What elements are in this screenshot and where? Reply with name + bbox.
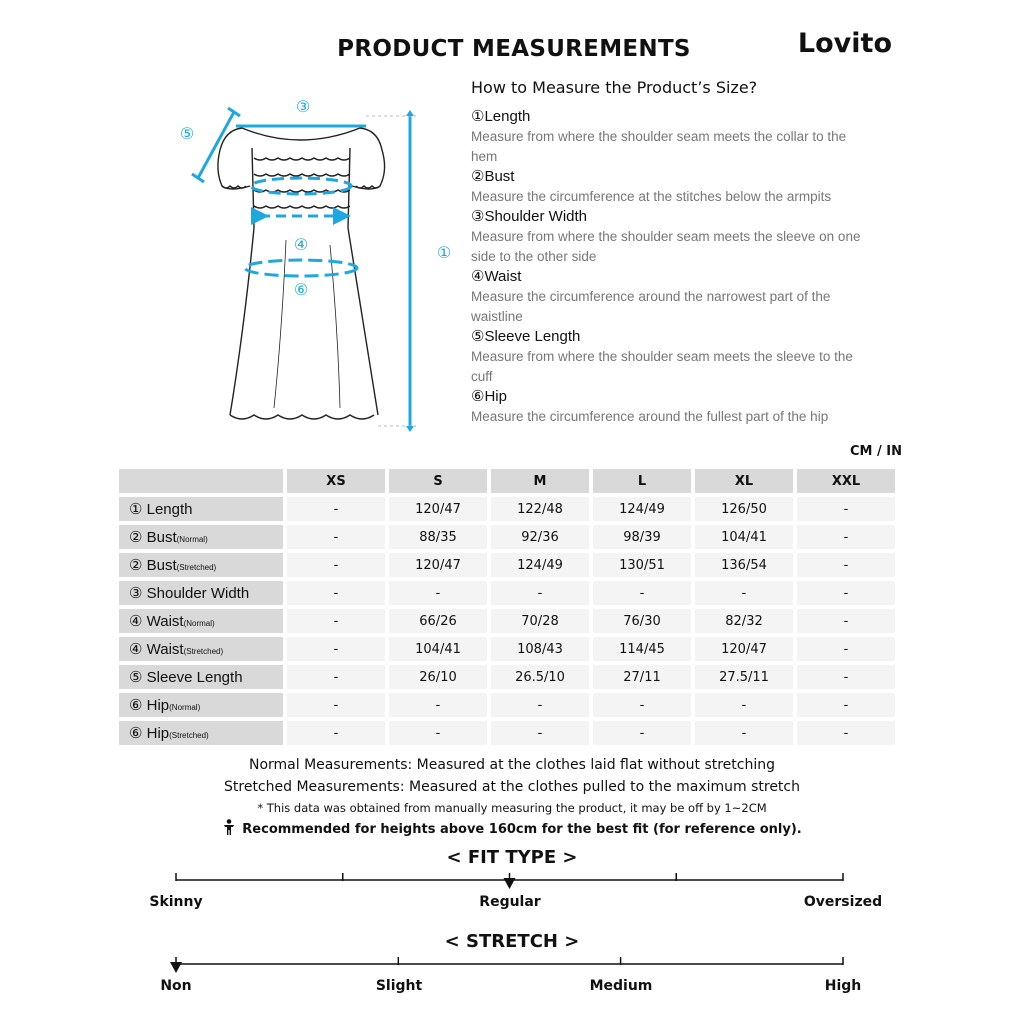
table-cell: -	[389, 721, 487, 745]
note-disclaimer: * This data was obtained from manually measuring the product, it may be off by 1~2CM	[257, 801, 767, 815]
table-cell: 88/35	[389, 525, 487, 549]
size-header-m: M	[491, 469, 589, 493]
table-cell: 108/43	[491, 637, 589, 661]
row-number: ③	[129, 585, 143, 602]
table-row	[119, 637, 895, 661]
table-row	[119, 497, 895, 521]
marker-5: ⑤	[179, 124, 195, 143]
row-label	[119, 581, 283, 605]
instruction-heading: ②Bust	[471, 168, 515, 185]
table-cell: -	[287, 609, 385, 633]
table-cell: 130/51	[593, 553, 691, 577]
table-cell: 124/49	[491, 553, 589, 577]
table-cell: -	[287, 665, 385, 689]
table-row	[119, 609, 895, 633]
table-cell: -	[287, 553, 385, 577]
instruction-description: Measure from where the shoulder seam meets the sleeve on one side to the other side	[471, 229, 861, 264]
instruction-description: Measure the circumference around the narrowest part of the waistline	[471, 289, 831, 324]
table-row	[119, 693, 895, 717]
instruction-heading: ①Length	[471, 108, 531, 125]
instruction-item	[471, 207, 871, 267]
table-cell: 27.5/11	[695, 665, 793, 689]
instruction-item	[471, 327, 871, 387]
row-label	[119, 609, 283, 633]
recommend-text: Recommended for heights above 160cm for the best fit (for reference only).	[242, 822, 802, 837]
table-cell: -	[287, 721, 385, 745]
size-table	[115, 465, 899, 749]
table-cell: -	[491, 581, 589, 605]
row-number: ②	[129, 557, 143, 574]
table-row	[119, 553, 895, 577]
table-cell: -	[389, 581, 487, 605]
row-number: ⑥	[129, 725, 143, 742]
table-cell: -	[797, 637, 895, 661]
row-label-text: Length	[146, 501, 193, 518]
instruction-heading: ⑥Hip	[471, 388, 507, 405]
stretch-title: < STRETCH >	[444, 931, 580, 952]
row-label-text: Waist	[146, 641, 184, 658]
row-number: ⑤	[129, 669, 143, 686]
table-cell: -	[593, 693, 691, 717]
table-cell: -	[797, 525, 895, 549]
instruction-heading: ③Shoulder Width	[471, 208, 588, 225]
table-cell: 104/41	[695, 525, 793, 549]
row-label-qualifier: (Normal)	[169, 703, 201, 712]
table-cell: -	[695, 581, 793, 605]
row-label-text: Sleeve Length	[146, 669, 243, 686]
row-number: ①	[129, 501, 143, 518]
instruction-description: Measure from where the shoulder seam meets the sleeve to the cuff	[471, 349, 853, 384]
row-label-qualifier: (Stretched)	[169, 731, 209, 740]
fit_type-selected-marker	[504, 878, 516, 889]
person-icon	[222, 819, 236, 836]
table-cell: 70/28	[491, 609, 589, 633]
table-cell: -	[287, 497, 385, 521]
instruction-item	[471, 167, 871, 207]
stretch-label-slight: Slight	[375, 978, 423, 994]
size-header-l: L	[593, 469, 691, 493]
unit-label: CM / IN	[850, 444, 902, 459]
table-cell: 120/47	[695, 637, 793, 661]
note-stretched: Stretched Measurements: Measured at the clothes pulled to the maximum stretch	[224, 779, 800, 795]
header-corner	[119, 469, 283, 493]
note-normal: Normal Measurements: Measured at the clothes laid flat without stretching	[249, 757, 775, 773]
row-label	[119, 553, 283, 577]
table-cell: 26/10	[389, 665, 487, 689]
table-cell: 26.5/10	[491, 665, 589, 689]
instruction-item	[471, 267, 871, 327]
table-cell: -	[797, 609, 895, 633]
table-cell: 126/50	[695, 497, 793, 521]
row-label	[119, 693, 283, 717]
table-cell: 27/11	[593, 665, 691, 689]
fit-type-title: < FIT TYPE >	[446, 847, 578, 868]
table-cell: 92/36	[491, 525, 589, 549]
size-header-xxl: XXL	[797, 469, 895, 493]
row-label-text: Bust	[146, 557, 177, 574]
row-number: ②	[129, 529, 143, 546]
table-cell: -	[491, 721, 589, 745]
table-cell: -	[287, 525, 385, 549]
fit_type-label-oversized: Oversized	[803, 894, 883, 910]
notes	[0, 754, 1024, 842]
instruction-description: Measure the circumference at the stitches below the armpits	[471, 189, 832, 204]
marker-3: ③	[295, 97, 311, 116]
table-cell: -	[797, 721, 895, 745]
stretch-label-medium: Medium	[589, 978, 653, 994]
table-cell: 82/32	[695, 609, 793, 633]
table-cell: 76/30	[593, 609, 691, 633]
row-number: ④	[129, 641, 143, 658]
measurement-instructions	[471, 107, 871, 427]
instruction-description: Measure the circumference around the fullest part of the hip	[471, 409, 829, 424]
size-header-row	[119, 469, 895, 493]
size-header-s: S	[389, 469, 487, 493]
stretch-selected-marker	[170, 962, 182, 973]
row-label-qualifier: (Normal)	[176, 535, 208, 544]
row-label-qualifier: (Normal)	[183, 619, 215, 628]
table-cell: -	[797, 693, 895, 717]
table-cell: 66/26	[389, 609, 487, 633]
row-label	[119, 497, 283, 521]
instruction-heading: ⑤Sleeve Length	[471, 328, 581, 345]
row-label-text: Waist	[146, 613, 184, 630]
table-cell: -	[593, 581, 691, 605]
table-cell: 124/49	[593, 497, 691, 521]
table-cell: -	[797, 665, 895, 689]
table-cell: 136/54	[695, 553, 793, 577]
row-label-text: Hip	[146, 725, 170, 742]
row-label	[119, 525, 283, 549]
how-to-measure-heading: How to Measure the Product’s Size?	[471, 78, 758, 97]
table-cell: 120/47	[389, 497, 487, 521]
page-title: PRODUCT MEASUREMENTS	[337, 36, 691, 62]
table-cell: 98/39	[593, 525, 691, 549]
marker-1: ①	[436, 243, 452, 262]
table-cell: 104/41	[389, 637, 487, 661]
marker-4: ④	[293, 235, 309, 254]
dress-diagram	[170, 90, 470, 435]
row-label	[119, 637, 283, 661]
marker-6: ⑥	[293, 280, 309, 299]
table-row	[119, 525, 895, 549]
row-label-text: Bust	[146, 529, 177, 546]
row-number: ⑥	[129, 697, 143, 714]
row-label	[119, 665, 283, 689]
size-header-xl: XL	[695, 469, 793, 493]
row-label-text: Hip	[146, 697, 170, 714]
table-cell: -	[287, 693, 385, 717]
table-cell: -	[287, 637, 385, 661]
stretch-label-high: High	[824, 978, 862, 994]
table-cell: -	[797, 497, 895, 521]
table-cell: -	[797, 581, 895, 605]
row-label-text: Shoulder Width	[146, 585, 250, 602]
table-row	[119, 581, 895, 605]
table-cell: -	[389, 693, 487, 717]
table-cell: -	[491, 693, 589, 717]
brand-logo: Lovito	[797, 28, 892, 59]
fit_type-label-skinny: Skinny	[149, 894, 203, 910]
table-row	[119, 721, 895, 745]
size-header-xs: XS	[287, 469, 385, 493]
instruction-heading: ④Waist	[471, 268, 522, 285]
table-cell: 114/45	[593, 637, 691, 661]
stretch-label-non: Non	[160, 978, 192, 994]
table-cell: -	[695, 693, 793, 717]
instruction-description: Measure from where the shoulder seam meets the collar to the hem	[471, 129, 847, 164]
fit_type-label-regular: Regular	[479, 894, 541, 910]
row-number: ④	[129, 613, 143, 630]
instruction-item	[471, 387, 871, 427]
table-cell: -	[797, 553, 895, 577]
table-row	[119, 665, 895, 689]
note-recommend	[0, 818, 1024, 842]
table-cell: -	[593, 721, 691, 745]
table-cell: 122/48	[491, 497, 589, 521]
row-label-qualifier: (Stretched)	[176, 563, 217, 572]
row-label-qualifier: (Stretched)	[183, 647, 224, 656]
table-cell: 120/47	[389, 553, 487, 577]
table-cell: -	[695, 721, 793, 745]
row-label	[119, 721, 283, 745]
table-cell: -	[287, 581, 385, 605]
instruction-item	[471, 107, 871, 167]
